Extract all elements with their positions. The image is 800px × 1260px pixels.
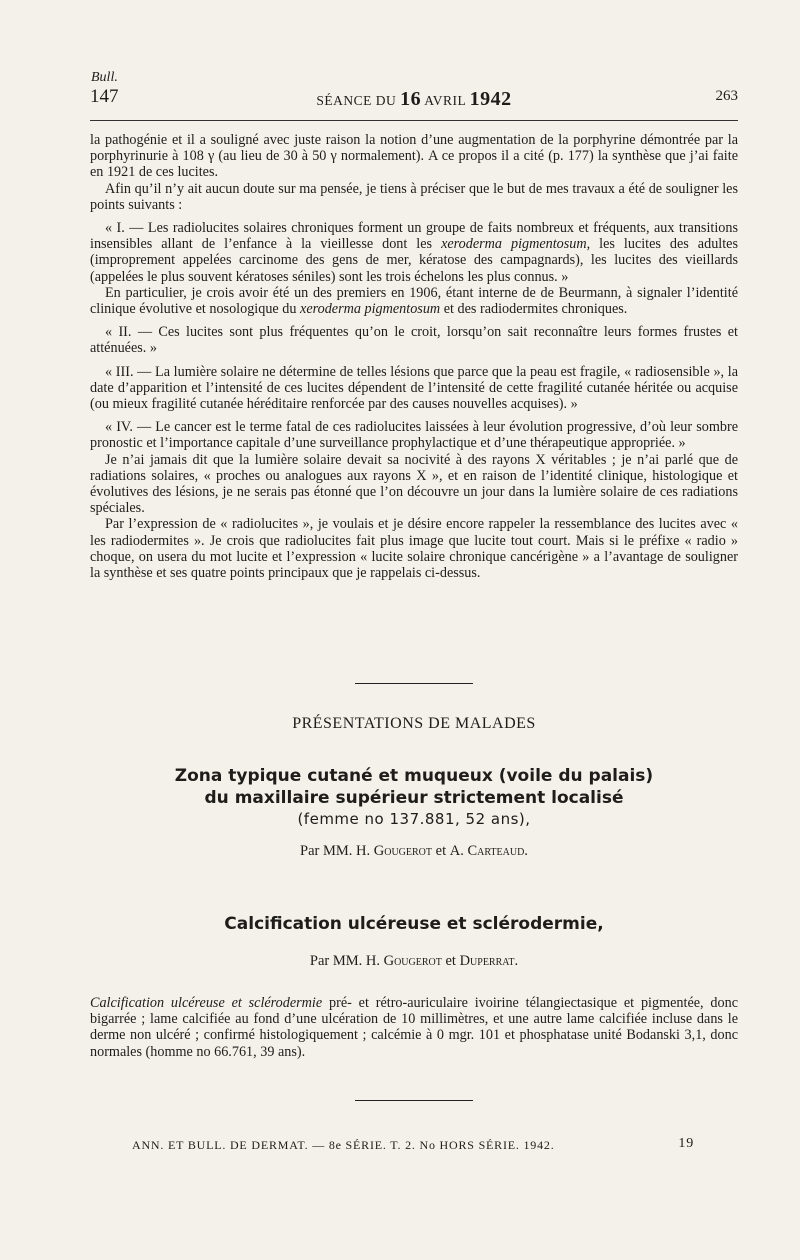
- article1-authors-prefix: Par MM.: [300, 843, 357, 859]
- paragraph-5: « II. — Ces lucites sont plus fréquentes qu’on le croit, lorsqu’on sait reconnaître leurs formes frustes et atténuées. »: [90, 324, 738, 357]
- seance-day: 16: [400, 88, 422, 110]
- article2-author1: H. Gougerot: [365, 953, 442, 969]
- article1-authors-mid: et: [432, 843, 450, 859]
- journal-citation: ANN. ET BULL. DE DERMAT. — 8e SÉRIE. T. 2. No HORS SÉRIE. 1942.: [132, 1138, 555, 1152]
- page-header: [90, 86, 738, 112]
- paragraph-2: Afin qu’il n’y ait aucun doute sur ma pensée, je tiens à préciser que le but de mes travaux a été de souligner les points suivants :: [90, 180, 738, 213]
- p3-emphasis: xeroderma pigmentosum: [441, 236, 587, 253]
- article1-authors: [90, 843, 738, 860]
- p4-text-a: En particulier, je crois avoir été un des premiers en 1906, étant interne de de Beurmann, à signaler l’identité clinique évolutive et nosologique du: [90, 284, 738, 318]
- article1-title: [90, 765, 738, 809]
- end-divider: [355, 1100, 473, 1101]
- article2-author2: Duperrat.: [459, 953, 519, 969]
- article2-title: Calcification ulcéreuse et sclérodermie,: [224, 914, 604, 934]
- body-text: [90, 132, 738, 581]
- section-divider: [355, 683, 473, 684]
- paragraph-6: « III. — La lumière solaire ne détermine de telles lésions que parce que la peau est fragile, « radiosensible », la date d’apparition et l’intensité de ces lucites dépendent de l’intensité de cette fragilité cutanée héritée ou acquise (ou mieux fragilité cutanée héréditaire renforcée par des causes nouvelles acquises). »: [90, 363, 738, 413]
- paragraph-3: [90, 220, 738, 285]
- p3-text-a: « I. — Les radiolucites solaires chroniques forment un groupe de faits nombreux et fréquents, aux transitions insensibles allant de l’enfance à la vieillesse dont les: [90, 220, 738, 253]
- seance-month: AVRIL: [421, 93, 470, 108]
- article2-abstract: [90, 995, 738, 1060]
- paragraph-1: la pathogénie et il a souligné avec juste raison la notion d’une augmentation de la porphyrine démontrée par la porphyrinurie à 108 γ (au lieu de 30 à 50 γ normalement). A ce propos il a cité (p. 177) la synthèse que j’ai faite en 1921 de ces lucites.: [90, 132, 738, 181]
- paragraph-8: Je n’ai jamais dit que la lumière solaire devait sa nocivité à des rayons X véritables ; je n’ai parlé que de radiations solaires, « proches ou analogues aux rayons X », et en raison de l’identité clinique, histologique et évolutives des lésions, je ne serais pas étonné que l’on découvre un jour dans la lumière solaire de ces radiations spéciales.: [90, 451, 738, 517]
- article2-authors-prefix: Par MM.: [309, 953, 366, 969]
- p4-text-b: et des radiodermites chroniques.: [440, 301, 628, 318]
- p3-text-b: , les lucites des adultes (improprement appelées carcinome des gens de mer, kératose des campagnards), les lucites des vieillards (appelées le plus souvent kératoses séniles) sont les trois échelons les plus connus. »: [90, 236, 738, 285]
- header-rule: [90, 120, 738, 121]
- article1-author1: H. Gougerot: [356, 843, 433, 859]
- seance-year: 1942: [469, 88, 512, 110]
- section-title: PRÉSENTATIONS DE MALADES: [292, 715, 536, 732]
- page-number: 263: [715, 88, 738, 104]
- article2-authors-mid: et: [441, 953, 460, 969]
- bulletin-number: 147: [90, 86, 119, 107]
- bulletin-label: Bull.: [91, 70, 118, 85]
- p4-emphasis: xeroderma pigmentosum: [300, 301, 441, 318]
- article1-subtitle: (femme no 137.881, 52 ans),: [297, 810, 531, 828]
- paragraph-4: [90, 285, 738, 317]
- paragraph-7: « IV. — Le cancer est le terme fatal de ces radiolucites laissées à leur évolution progressive, d’où leur sombre pronostic et l’importance capitale d’une surveillance prophylactique et d’une thérapeutique appropriée. »: [90, 419, 738, 452]
- sheet-number: 19: [678, 1136, 694, 1151]
- article1-author2: A. Carteaud.: [449, 843, 528, 859]
- abstract-emphasis: Calcification ulcéreuse et sclérodermie: [90, 995, 323, 1011]
- running-head: [90, 88, 738, 111]
- paragraph-9: Par l’expression de « radiolucites », je voulais et je désire encore rappeler la ressemblance des lucites avec « les radiodermites ». Je crois que radiolucites fait plus image que lucite tout court. Mais si le préfixe « radio » choque, on usera du mot lucite et l’expression « lucite solaire chronique cancérigène » a l’avantage de souligner la synthèse et ses quatre points principaux que je rappelais ci-dessus.: [90, 516, 738, 582]
- abstract-text: pré- et rétro-auriculaire ivoirine télangiectasique et pigmentée, donc bigarrée ; lame calcifiée au fond d’une ulcération de 10 millimètres, et une autre lame calcifiée incluse dans le derme non ulcéré ; confirmé histologiquement ; calcémie à 0 mgr. 101 et phosphatase unité Bodanski 3,1, donc normales (homme no 66.761, 39 ans).: [90, 995, 738, 1060]
- article1-title-line1: Zona typique cutané et muqueux (voile du palais): [174, 766, 654, 786]
- article2-authors: [90, 953, 738, 970]
- seance-prefix: SÉANCE DU: [316, 93, 401, 108]
- article1-title-line2: du maxillaire supérieur strictement localisé: [204, 788, 624, 808]
